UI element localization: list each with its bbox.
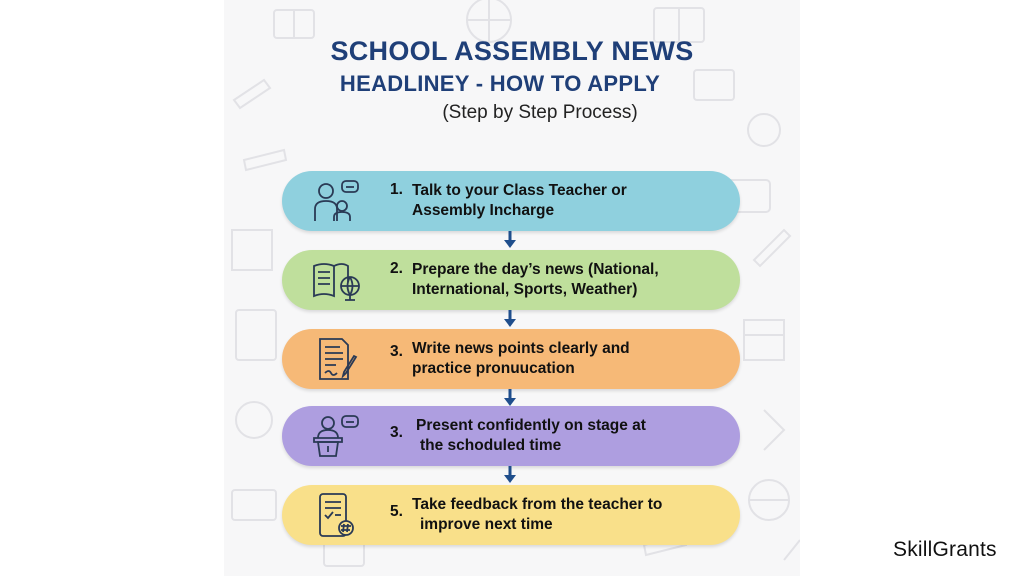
step-5-line-1: Take feedback from the teacher to: [412, 496, 663, 513]
step-2-line-2: International, Sports, Weather): [412, 281, 638, 298]
tablet-feedback-icon: [312, 493, 362, 537]
arrow-icon: [502, 466, 518, 486]
step-3-number: 3.: [390, 343, 403, 360]
step-5-text: [412, 495, 732, 535]
subtitle: (Step by Step Process): [442, 102, 638, 123]
step-2-number: 2.: [390, 260, 403, 277]
document-pen-icon: [312, 337, 362, 381]
title-line-1: SCHOOL ASSEMBLY NEWS: [330, 36, 694, 66]
step-4-line-2: the schoduled time: [420, 437, 562, 454]
step-5: [282, 485, 740, 545]
step-5-line-2: improve next time: [420, 516, 553, 533]
step-4-text: [416, 416, 736, 456]
step-4-number: 3.: [390, 424, 403, 441]
step-2-line-1: Prepare the day’s news (National,: [412, 261, 659, 278]
step-1-line-1: Talk to your Class Teacher or: [412, 182, 627, 199]
step-4: [282, 406, 740, 466]
step-2: [282, 250, 740, 310]
step-3-line-2: practice pronuucation: [412, 360, 575, 377]
step-2-text: [412, 260, 732, 300]
step-1: [282, 171, 740, 231]
infographic-canvas: [224, 0, 800, 576]
step-3: [282, 329, 740, 389]
step-3-text: [412, 339, 732, 379]
title-line-2: HEADLINEY - HOW TO APPLY: [339, 71, 661, 96]
step-4-line-1: Present confidently on stage at: [416, 417, 646, 434]
speaker-podium-icon: [312, 414, 362, 458]
arrow-icon: [502, 231, 518, 251]
teacher-student-icon: [312, 179, 362, 223]
arrow-icon: [502, 310, 518, 330]
step-5-number: 5.: [390, 503, 403, 520]
step-1-number: 1.: [390, 181, 403, 198]
step-3-line-1: Write news points clearly and: [412, 340, 630, 357]
book-globe-icon: [312, 258, 362, 302]
step-1-text: [412, 181, 732, 221]
step-1-line-2: Assembly Incharge: [412, 202, 555, 219]
brand-logo-text: SkillGrants: [893, 538, 997, 561]
